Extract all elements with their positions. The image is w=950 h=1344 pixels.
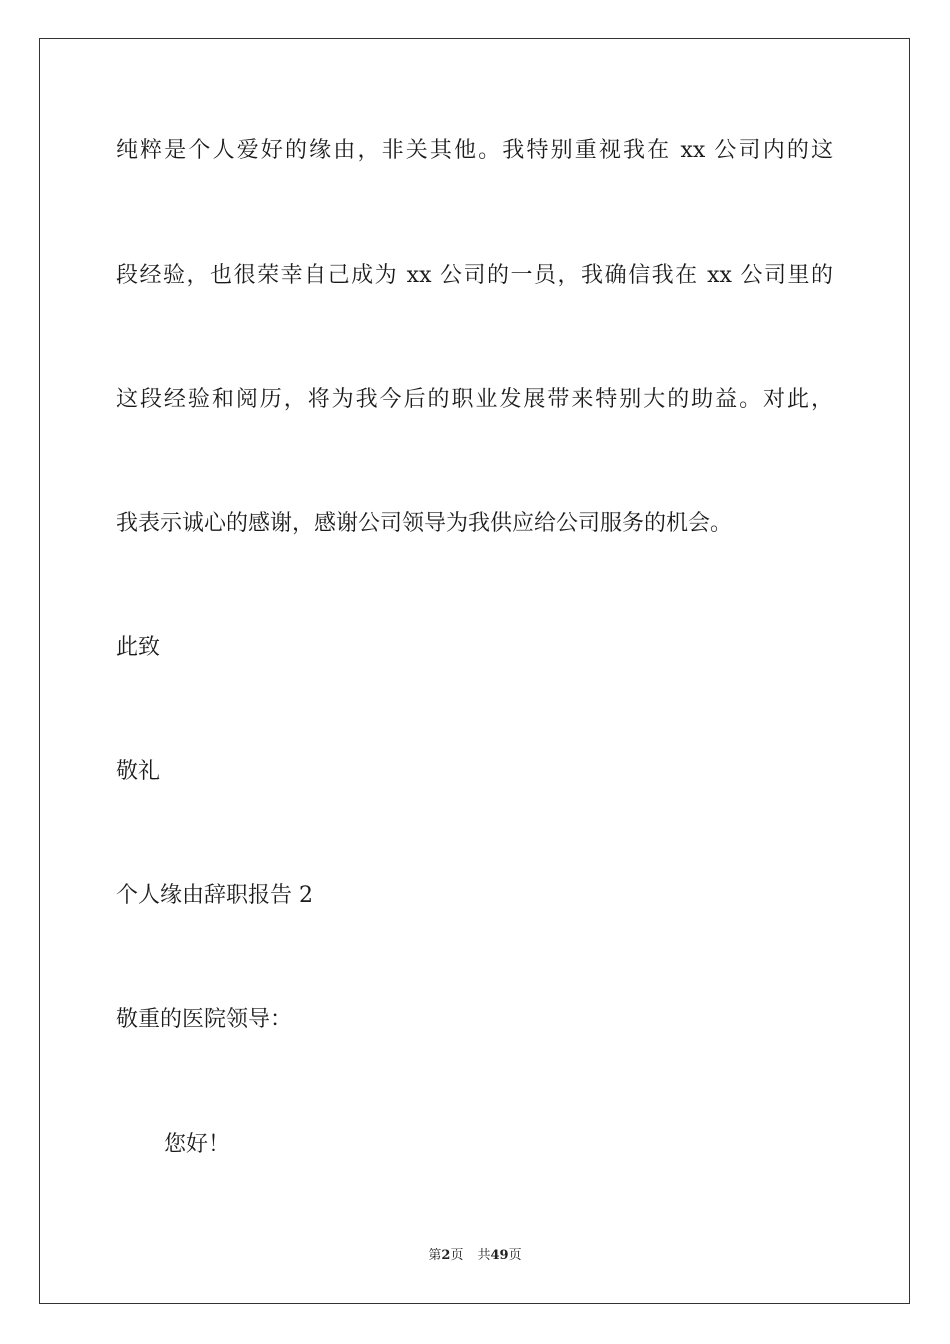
- page-border: [39, 38, 910, 1304]
- footer-total-pages: 49: [490, 1248, 509, 1263]
- body-line-3: 这段经验和阅历，将为我今后的职业发展带来特别大的助益。对此，: [116, 387, 833, 412]
- body-line-1: 纯粹是个人爱好的缘由，非关其他。我特别重视我在 xx 公司内的这: [116, 138, 833, 163]
- body-line-4: 我表示诚心的感谢，感谢公司领导为我供应给公司服务的机会。: [116, 511, 733, 536]
- footer-page-number: 2: [441, 1248, 451, 1263]
- page-footer: [0, 1247, 950, 1265]
- footer-page-prefix: 第: [428, 1248, 442, 1263]
- body-line-2: 段经验，也很荣幸自己成为 xx 公司的一员，我确信我在 xx 公司里的: [116, 263, 833, 288]
- closing-cizhi: 此致: [116, 635, 161, 660]
- footer-total-suffix: 页: [508, 1248, 522, 1263]
- section-title: 个人缘由辞职报告 2: [116, 883, 313, 908]
- salutation: 敬重的医院领导：: [116, 1007, 293, 1032]
- footer-total-prefix: 共: [477, 1248, 491, 1263]
- footer-page-suffix: 页: [450, 1248, 464, 1263]
- closing-jingli: 敬礼: [116, 759, 161, 784]
- greeting: 您好！: [164, 1132, 231, 1157]
